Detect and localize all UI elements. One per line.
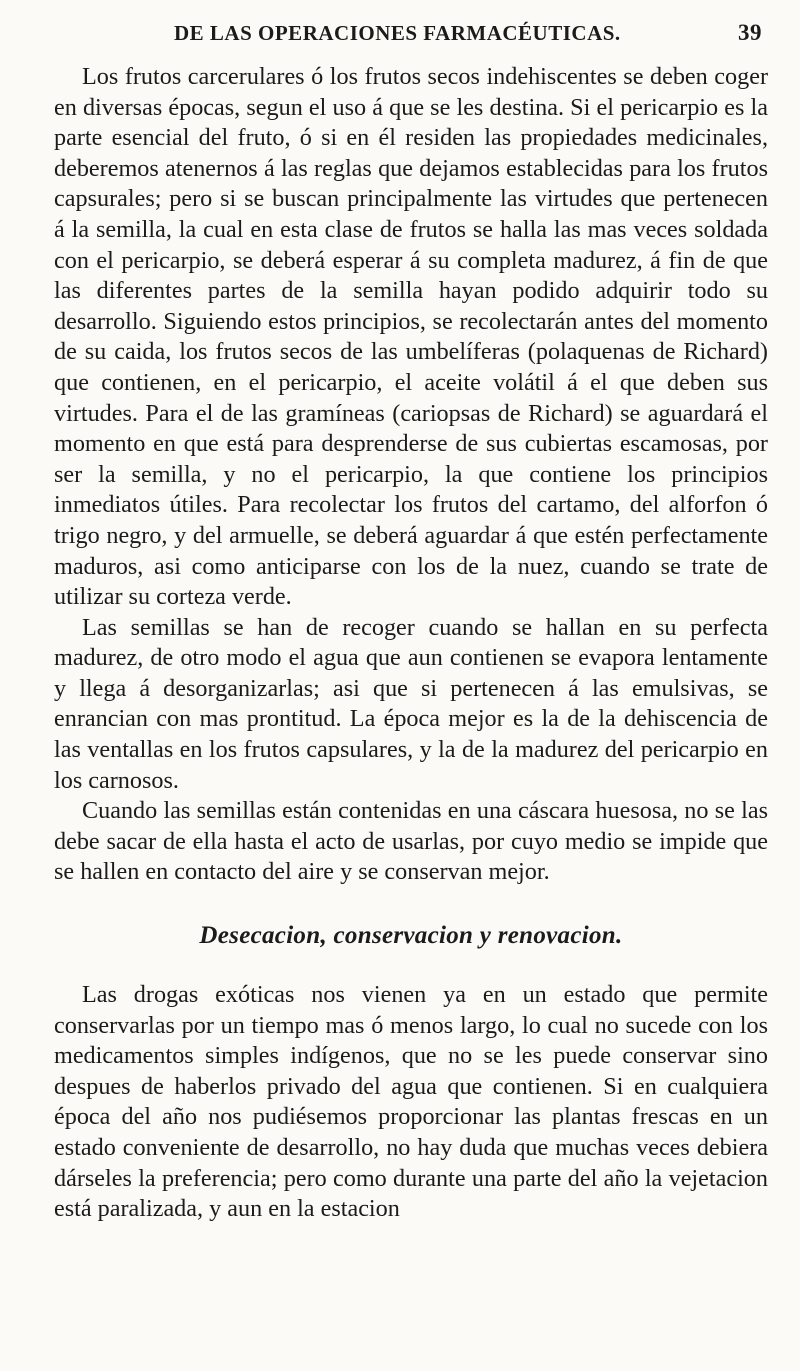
paragraph: Las semillas se han de recoger cuando se hallan en su perfecta madurez, de otro modo el agua que aun contienen se evapora lentamente y llega á desorganizarlas; asi que si pertenecen á las emulsivas, se enrancian con mas prontitud. La época mejor es la de la dehiscencia de las ventallas en los frutos capsulares, y la de la madurez del pericarpio en los carnosos. bbox=[54, 613, 768, 794]
page-number: 39 bbox=[738, 20, 762, 45]
body-text-before bbox=[54, 62, 768, 888]
section-heading: Desecacion, conservacion y renovacion. bbox=[199, 922, 623, 950]
running-header bbox=[54, 20, 768, 60]
paragraph: Cuando las semillas están contenidas en una cáscara huesosa, no se las debe sacar de ella hasta el acto de usarlas, por cuyo medio se impide que se hallen en contacto del aire y se conservan mejor. bbox=[54, 797, 768, 886]
book-page bbox=[54, 20, 768, 1350]
header-title: DE LAS OPERACIONES FARMACÉUTICAS. bbox=[174, 21, 621, 45]
body-text-after bbox=[54, 980, 768, 1225]
paragraph: Las drogas exóticas nos vienen ya en un estado que permite conservarlas por un tiempo mas ó menos largo, lo cual no sucede con los medicamentos simples indígenos, que no se les puede conservar sino despues de haberlos privado del agua que contienen. Si en cualquiera época del año nos pudiésemos proporcionar las plantas frescas en un estado conveniente de desarrollo, no hay duda que muchas veces debiera dárseles la preferencia; pero como durante una parte del año la vejetacion está paralizada, y aun en la estacion bbox=[54, 981, 768, 1223]
paragraph: Los frutos carcerulares ó los frutos secos indehiscentes se deben coger en diversas épocas, segun el uso á que se les destina. Si el pericarpio es la parte esencial del fruto, ó si en él residen las propiedades medicinales, deberemos atenernos á las reglas que dejamos establecidas para los frutos capsurales; pero si se buscan principalmente las virtudes que pertenecen á la semilla, la cual en esta clase de frutos se halla las mas veces soldada con el pericarpio, se deberá esperar á su completa madurez, á fin de que las diferentes partes de la semilla hayan podido adquirir todo su desarrollo. Siguiendo estos principios, se recolectarán antes del momento de su caida, los frutos secos de las umbelíferas (polaquenas de Richard) que contienen, en el pericarpio, el aceite volátil á el que deben sus virtudes. Para el de las gramíneas (cariopsas de Richard) se aguardará el momento en que está para desprenderse de sus cubiertas escamosas, por ser la semilla, y no el pericarpio, la que contiene los principios inmediatos útiles. Para recolectar los frutos del cartamo, del alforfon ó trigo negro, y del armuelle, se deberá aguardar á que estén perfectamente maduros, asi como anticiparse con los de la nuez, cuando se trate de utilizar su corteza verde. bbox=[54, 63, 768, 611]
